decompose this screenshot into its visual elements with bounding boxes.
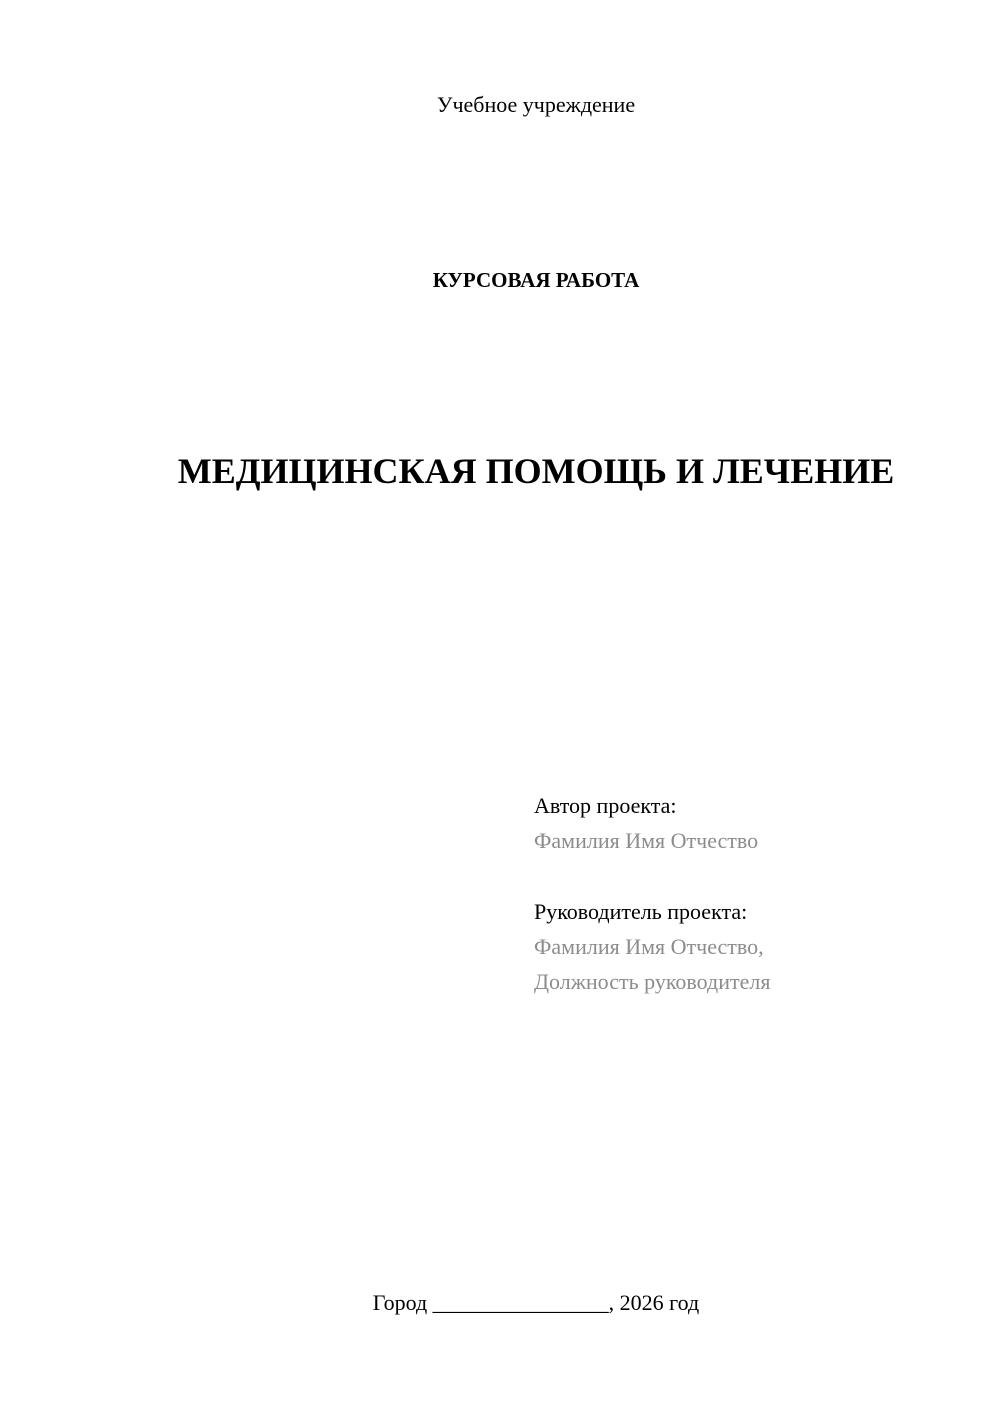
supervisor-name: Фамилия Имя Отчество,	[534, 934, 764, 959]
info-spacer	[534, 858, 974, 894]
author-label: Автор проекта:	[534, 793, 677, 818]
supervisor-position: Должность руководителя	[534, 969, 771, 994]
institution-name: Учебное учреждение	[436, 92, 636, 117]
project-info-block	[534, 788, 974, 999]
city-year-line: Город ________________, 2026 год	[372, 1290, 700, 1315]
supervisor-label: Руководитель проекта:	[534, 899, 748, 924]
author-name: Фамилия Имя Отчество	[534, 828, 759, 853]
work-type-heading: КУРСОВАЯ РАБОТА	[432, 268, 640, 292]
document-title: МЕДИЦИНСКАЯ ПОМОЩЬ И ЛЕЧЕНИЕ	[177, 451, 895, 491]
